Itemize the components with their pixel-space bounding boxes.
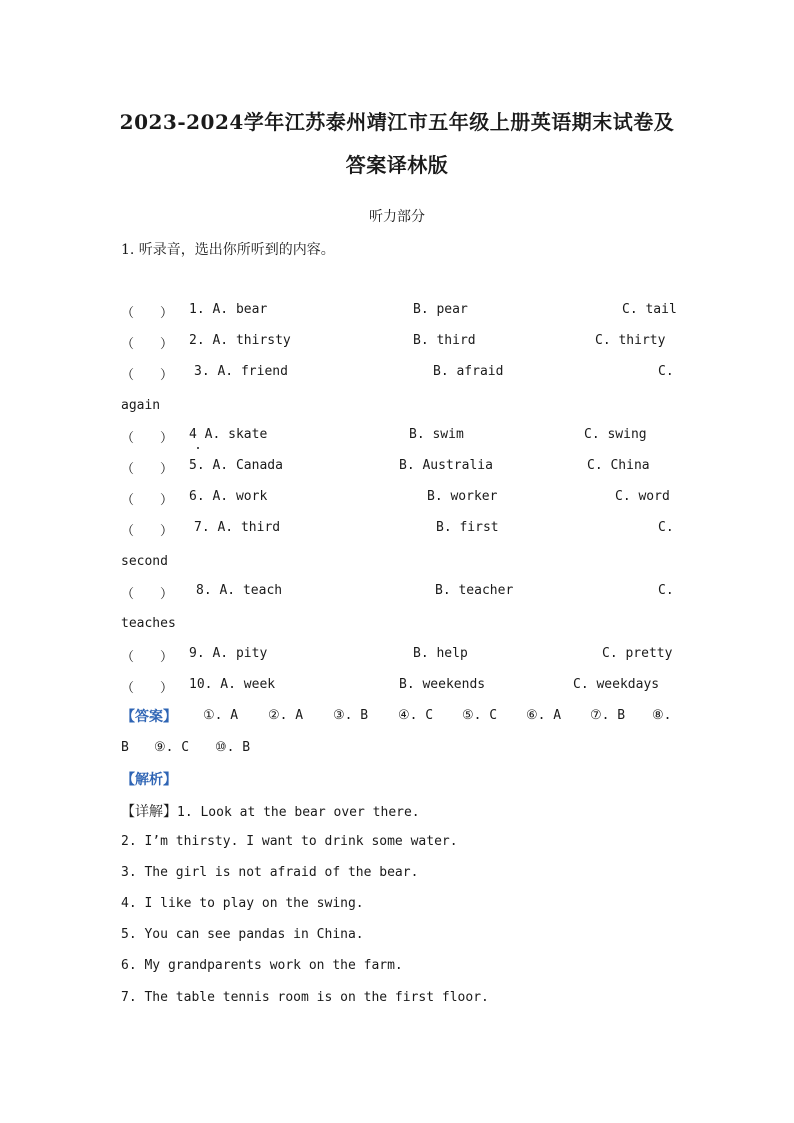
answer-blank: （ ）	[121, 462, 174, 477]
option-c: C. tail	[622, 302, 677, 317]
option-a: 2. A. thirsty	[189, 333, 291, 348]
detail-line-1: 1. Look at the bear over there.	[177, 805, 420, 820]
detail-line-7: 7. The table tennis room is on the first floor.	[121, 990, 489, 1005]
answer-blank: （ ）	[121, 306, 174, 321]
document-title-line-1: 2023-2024学年江苏泰州靖江市五年级上册英语期末试卷及	[119, 110, 675, 134]
option-a: 6. A. work	[189, 489, 268, 504]
answer-9: ⑨. C	[154, 740, 190, 755]
option-b: B. swim	[409, 427, 464, 442]
option-c: C.	[658, 583, 674, 598]
answer-6: ⑥. A	[526, 708, 562, 723]
option-a: 4 A. skate	[189, 427, 268, 442]
detail-label	[121, 801, 420, 821]
stray-dot	[197, 447, 199, 449]
option-a: 1. A. bear	[189, 302, 268, 317]
option-a: 5. A. Canada	[189, 458, 283, 473]
option-c: C. pretty	[602, 646, 673, 661]
answer-1: ①. A	[203, 708, 239, 723]
option-a: 9. A. pity	[189, 646, 268, 661]
question-prompt: 1. 听录音，选出你所听到的内容。	[121, 242, 335, 258]
option-c: C. swing	[584, 427, 647, 442]
option-c: C. word	[615, 489, 670, 504]
option-a: 10. A. week	[189, 677, 276, 692]
detail-line-2: 2. I’m thirsty. I want to drink some water.	[121, 834, 458, 849]
option-a: 8. A. teach	[196, 583, 283, 598]
option-c-wrap: second	[121, 554, 168, 569]
option-b: B. teacher	[435, 583, 514, 598]
answer-blank: （ ）	[121, 681, 174, 696]
detail-line-6: 6. My grandparents work on the farm.	[121, 958, 403, 973]
analysis-label: 【解析】	[121, 772, 177, 788]
option-c-wrap: again	[121, 398, 161, 413]
answer-blank: （ ）	[121, 368, 174, 383]
option-b: B. weekends	[399, 677, 486, 692]
detail-label-text: 【详解】	[121, 804, 177, 820]
option-b: B. Australia	[399, 458, 493, 473]
option-c: C. weekdays	[573, 677, 660, 692]
option-a: 3. A. friend	[194, 364, 288, 379]
detail-line-4: 4. I like to play on the swing.	[121, 896, 364, 911]
answer-blank: （ ）	[121, 431, 174, 446]
answer-blank: （ ）	[121, 587, 174, 602]
answer-label: 【答案】	[121, 709, 177, 725]
answer-8: ⑧.	[652, 708, 672, 723]
option-b: B. third	[413, 333, 476, 348]
option-b: B. pear	[413, 302, 468, 317]
document-title-line-2: 答案译林版	[345, 153, 449, 177]
answer-3: ③. B	[333, 708, 369, 723]
answer-2: ②. A	[268, 708, 304, 723]
option-a: 7. A. third	[194, 520, 281, 535]
answer-blank: （ ）	[121, 650, 174, 665]
option-c: C.	[658, 364, 674, 379]
answer-blank: （ ）	[121, 493, 174, 508]
detail-line-3: 3. The girl is not afraid of the bear.	[121, 865, 419, 880]
answer-8-value: B	[121, 740, 129, 755]
option-b: B. afraid	[433, 364, 504, 379]
answer-blank: （ ）	[121, 337, 174, 352]
option-c: C.	[658, 520, 674, 535]
option-c: C. thirty	[595, 333, 666, 348]
option-c-wrap: teaches	[121, 616, 176, 631]
option-b: B. first	[436, 520, 499, 535]
option-b: B. worker	[427, 489, 498, 504]
answer-5: ⑤. C	[462, 708, 498, 723]
answer-blank: （ ）	[121, 524, 174, 539]
section-title: 听力部分	[369, 209, 425, 225]
option-b: B. help	[413, 646, 468, 661]
answer-10: ⑩. B	[215, 740, 251, 755]
answer-4: ④. C	[398, 708, 434, 723]
detail-line-5: 5. You can see pandas in China.	[121, 927, 364, 942]
option-c: C. China	[587, 458, 650, 473]
answer-7: ⑦. B	[590, 708, 626, 723]
